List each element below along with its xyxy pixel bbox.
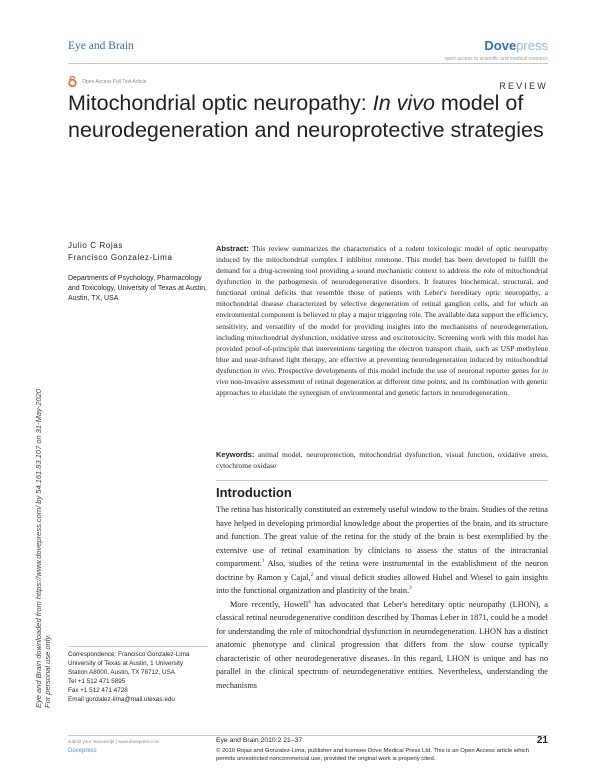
p1-a: The retina has historically constituted an extremely useful window to the brain. Studies of the retina have helped in developing primordial knowledge about the properties of the brain, and its structure and function. The great value of the retina for the study of the brain is best exemplified by the extensive use of retinal examination by clinicians to assess the status of the intracranial compartment. [216, 505, 548, 568]
open-access-text: Open Access Full Text Article [82, 78, 147, 85]
p1-c: and visual deficit studies allowed Hubel and Wiesel to gain insights into the functional organization and plasticity of the brain. [216, 572, 549, 595]
author-2[interactable]: Francisco Gonzalez-Lima [68, 252, 173, 262]
article-title [68, 90, 558, 144]
ref-1[interactable]: 1 [261, 559, 265, 565]
ref-2[interactable]: 2 [310, 572, 314, 578]
affiliation: Departments of Psychology, Pharmacology and Toxicology, University of Texas at Austin, Austin, TX, USA [68, 275, 207, 302]
header-rule [68, 63, 548, 64]
download-watermark [30, 168, 56, 708]
correspondence [68, 651, 214, 704]
abstract-italic-a: in vivo [253, 365, 275, 375]
introduction-heading: Introduction [216, 485, 292, 500]
dovepress-logo[interactable] [484, 38, 548, 53]
intro-paragraph-2 [216, 598, 548, 693]
author-1[interactable]: Julio C Rojas [68, 241, 123, 250]
keywords-label: Keywords: [216, 450, 255, 459]
keywords [216, 449, 548, 471]
intro-paragraph-1 [216, 503, 548, 598]
section-rule [216, 480, 548, 481]
footer-rule [68, 735, 548, 736]
title-italic: In vivo [372, 91, 435, 115]
footer-brand[interactable]: Dovepress [68, 748, 97, 754]
corr-line-3: Station A8000, Austin, TX 78712, USA [68, 668, 176, 676]
corr-fax: Fax +1 512 471 4728 [68, 686, 128, 694]
article-type: REVIEW [499, 81, 548, 91]
corr-line-2: University of Texas at Austin, 1 University [68, 659, 184, 667]
p2-a: More recently, Howell [230, 599, 309, 609]
download-line: Eye and Brain downloaded from https://www.dovepress.com/ by 54.161.83.107 on 31-May-2020 [34, 389, 43, 708]
author-list [68, 240, 173, 263]
correspondence-rule [68, 646, 208, 647]
journal-name[interactable]: Eye and Brain [68, 40, 134, 52]
submit-manuscript-link[interactable]: submit your manuscript | www.dovepress.com [68, 739, 160, 744]
open-access-label [68, 76, 146, 87]
page-number: 21 [536, 735, 548, 746]
keywords-text: animal model, neuroprotection, mitochondrial dysfunction, visual function, oxidative stress, cytochrome oxidase [216, 450, 548, 471]
personal-use-line: For personal use only. [43, 634, 52, 708]
copyright-notice: © 2010 Rojas and Gonzalez-Lima, publisher and licensee Dove Medical Press Ltd. This is an Open Access article which permits unrestricted noncommercial use, provided the original work is properly cited. [216, 748, 529, 762]
brand-dove: Dove [484, 38, 517, 53]
ref-3[interactable]: 3 [409, 586, 412, 592]
abstract-text-a: This review summarizes the characteristics of a rodent toxicologic model of optic neuropathy induced by the mitochondrial complex I inhibitor rotenone. This model has been developed to fulfill the demand for a drug-screening tool providing a sound mechanistic context to address the role of mitochondrial dysfunction in the pathogenesis of neurodegenerative disorders. It features biochemical, structural, and functional retinal deficits that resemble those of patients with Leber's hereditary optic neuropathy, a mitochondrial disease characterized by selective degeneration of retinal ganglion cells, and for which an environmental component is believed to play a major triggering role. The available data support the efficiency, sensitivity, and versatility of the model for providing insights into the mechanisms of neurodegeneration, including mitochondrial dysfunction, oxidative stress and excitotoxicity. Screening work with this model has provided proof-of-principle that interventions targeting the electron transport chain, such as USP methylene blue and near-infrared light therapy, are effective at preventing neurodegeneration induced by mitochondrial dysfunction [216, 244, 548, 375]
introduction-body [216, 503, 548, 692]
abstract-text-c: non-invasive assessment of retinal degeneration at different time points, and its combination with genetic approaches to elucidate the synergism of environmental and genetic factors in neurodegeneration. [216, 376, 548, 398]
abstract-italic-b: in vivo [216, 365, 548, 386]
p2-b: has advocated that Leber's hereditary optic neuropathy (LHON), a classical retinal neurodegenerative condition described by Thomas Leber in 1871, could be a model for understanding the role of mitochondrial dysfunction in neurodegeneration. LHON has a distinct anatomic phenotype and clinical progression that differs from the slow course typically characteristic of other neurodegenerative diseases. In this regard, LHON is unique and has no parallel in the clinical spectrum of neurodegenerative entities. Nevertheless, understanding the mechanisms [216, 599, 548, 690]
corr-line-1: Correspondence: Francisco Gonzalez-Lima [68, 651, 190, 658]
open-access-lock-icon [68, 76, 77, 87]
abstract-text-b: . Prospective developments of this model include the use of neuronal reporter genes for [274, 365, 543, 375]
brand-press: press [516, 38, 548, 53]
brand-tagline: open access to scientific and medical research [444, 56, 548, 62]
title-part2: model of neurodegeneration and neuroprotective strategies [68, 91, 544, 142]
ref-4[interactable]: 4 [308, 599, 311, 605]
corr-email[interactable]: Email gonzalez-lima@mail.utexas.edu [68, 695, 175, 703]
footer-citation: Eye and Brain 2010:2 21–37 [216, 737, 303, 744]
abstract-label: Abstract: [216, 244, 249, 253]
corr-phone: Tel +1 512 471 5895 [68, 677, 126, 685]
abstract [216, 243, 548, 398]
title-part1: Mitochondrial optic neuropathy: [68, 91, 373, 115]
p1-b: Also, studies of the retina were instrumental in the establishment of the neuron doctrine by Ramon y Cajal, [216, 559, 548, 582]
